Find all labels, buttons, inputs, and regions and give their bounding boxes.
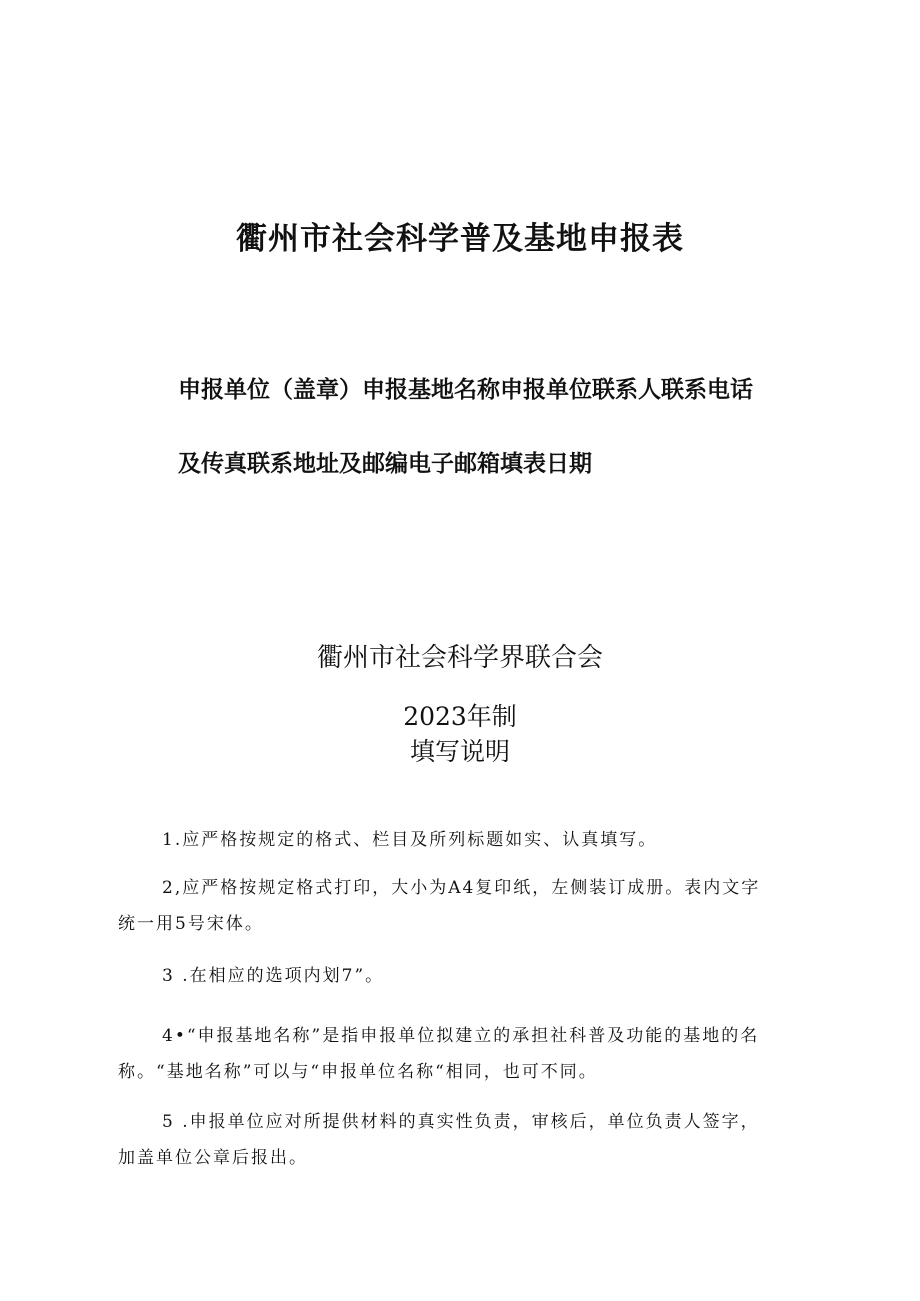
instruction-item [118,1104,804,1176]
document-title: 衢州市社会科学普及基地申报表 [236,221,684,257]
instruction-item [118,870,804,942]
instructions-heading: 填写说明 [409,737,510,766]
instruction-text: 5 .申报单位应对所提供材料的真实性负责，审核后，单位负责人签字， [162,1112,760,1132]
instruction-item [118,822,804,858]
instruction-text: 1.应严格按规定的格式、栏目及所列标题如实、认真填写。 [162,830,658,850]
instruction-text: 4•“申报基地名称”是指申报单位拟建立的承担社科普及功能的基地的名 [162,1026,760,1046]
instruction-text-continued: 称。“基地名称”可以与“申报单位名称“相同，也可不同。 [118,1062,598,1082]
instruction-item [118,958,804,994]
instruction-item [118,1018,804,1090]
form-fields-line-2: 及传真联系地址及邮编电子邮箱填表日期 [178,451,592,477]
instruction-text: 3 .在相应的选项内划7”。 [162,966,385,986]
form-fields-line-1: 申报单位（盖章）申报基地名称申报单位联系人联系电话 [178,377,753,403]
instruction-text: 2,应严格按规定格式打印，大小为A4复印纸，左侧装订成册。表内文字 [162,878,761,898]
organization-name: 衢州市社会科学界联合会 [316,643,603,673]
instruction-text-continued: 统一用5号宋体。 [118,914,264,934]
production-year: 2023年制 [403,702,517,731]
instruction-text-continued: 加盖单位公章后报出。 [118,1148,308,1168]
